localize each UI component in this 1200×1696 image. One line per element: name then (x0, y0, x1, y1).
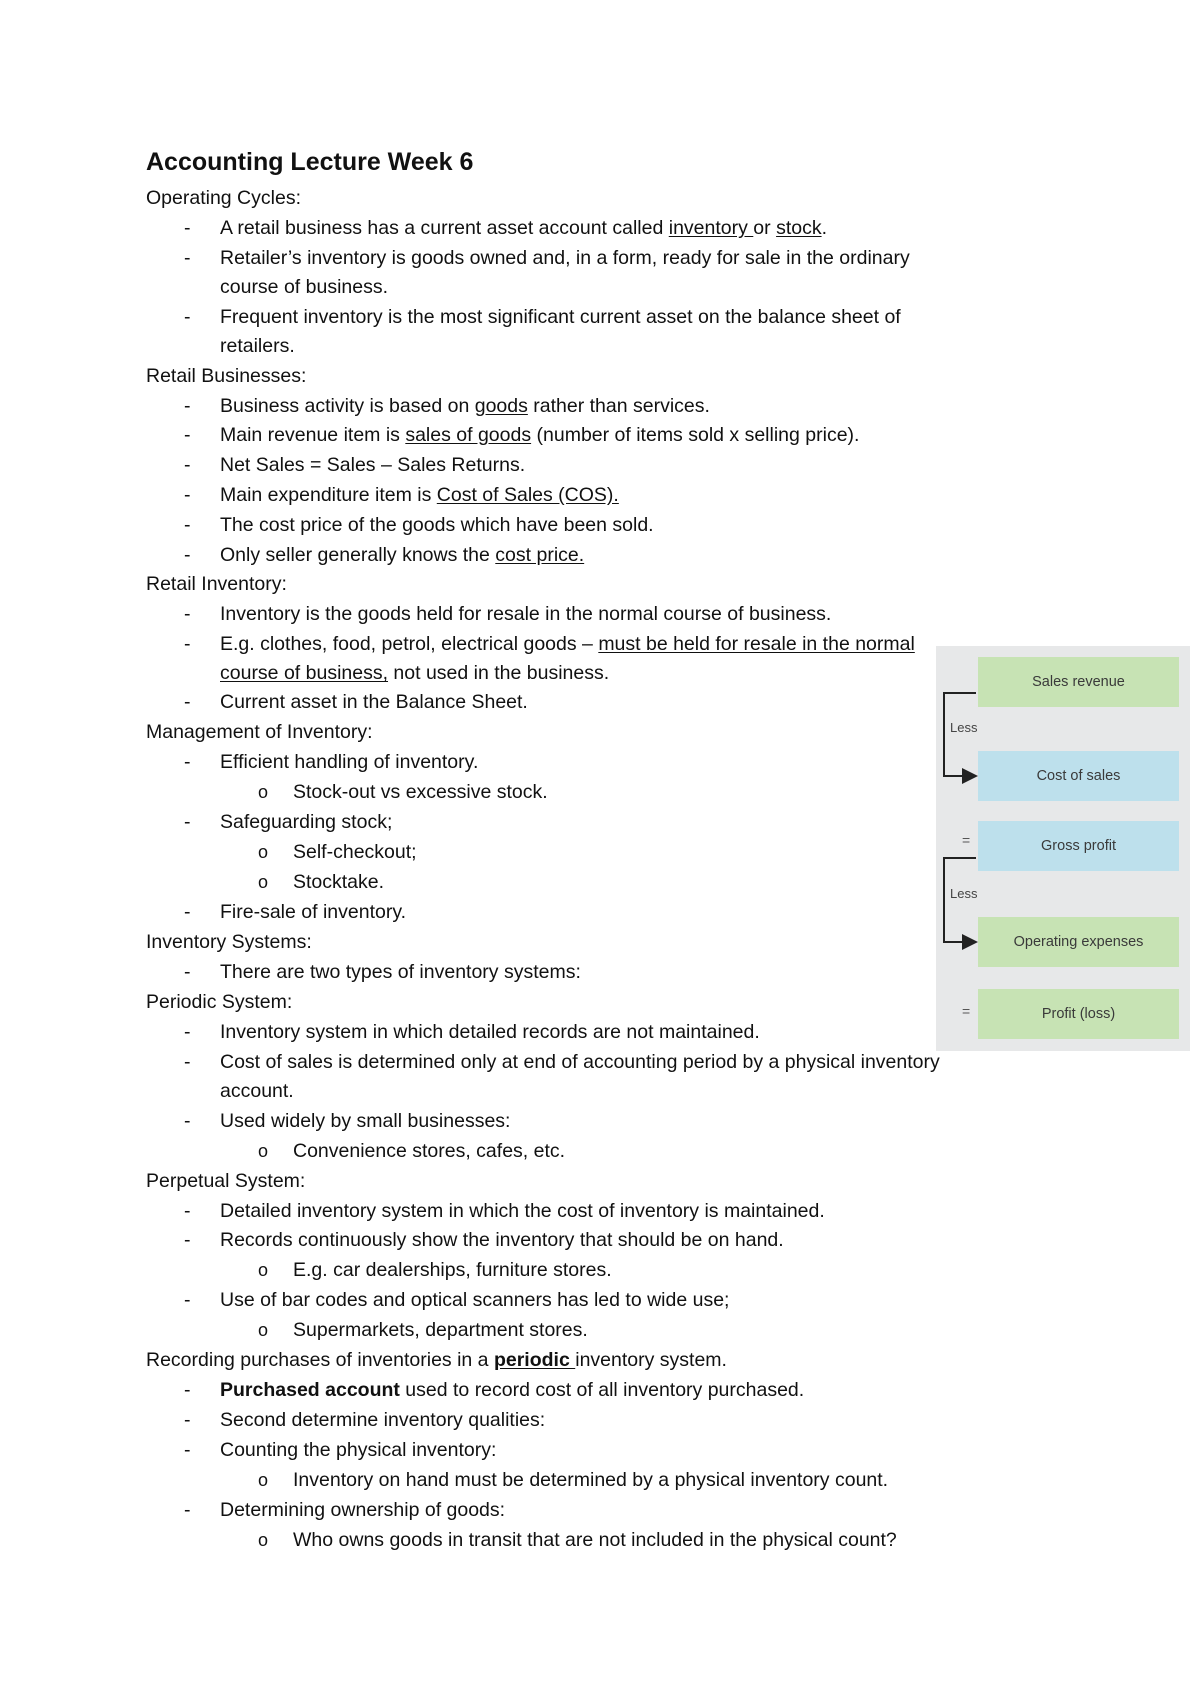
bullet-text: Main revenue item is sales of goods (number of items sold x selling price). (220, 424, 860, 446)
underlined-term: periodic (493, 1349, 576, 1371)
bullet-text: Determining ownership of goods: (220, 1499, 506, 1521)
bullet-text: The cost price of the goods which have been sold. (220, 514, 654, 536)
section-heading-perpetual: Perpetual System: (146, 1170, 306, 1192)
bullet-dash: - (184, 633, 191, 655)
underlined-term: inventory (668, 217, 754, 239)
sub-bullet-text: Convenience stores, cafes, etc. (293, 1140, 566, 1162)
cost-of-sales-box: Cost of sales (978, 751, 1179, 801)
section-heading-operating-cycles: Operating Cycles: (146, 187, 301, 209)
bullet-dash: - (184, 1200, 191, 1222)
sub-bullet-text: Stock-out vs excessive stock. (293, 781, 548, 803)
operating-expenses-box: Operating expenses (978, 917, 1179, 967)
bullet-text: Retailer’s inventory is goods owned and, in a form, ready for sale in the ordinary (220, 247, 910, 269)
bullet-text: There are two types of inventory systems: (220, 961, 581, 983)
sub-bullet-text: Supermarkets, department stores. (293, 1319, 588, 1341)
sub-bullet-marker: o (258, 1260, 269, 1280)
bullet-text: Only seller generally knows the cost price. (220, 544, 585, 566)
bullet-dash: - (184, 603, 191, 625)
equals-sign: = (962, 832, 971, 848)
sub-bullet-marker: o (258, 842, 269, 862)
bullet-dash: - (184, 484, 191, 506)
sub-bullet-text: Stocktake. (293, 871, 385, 893)
underlined-term: stock (776, 217, 822, 239)
underlined-term: cost price. (495, 544, 585, 566)
bullet-dash: - (184, 1439, 191, 1461)
page-title: Accounting Lecture Week 6 (146, 148, 474, 176)
sub-bullet-marker: o (258, 1141, 269, 1161)
bullet-text-continuation: course of business, not used in the business. (220, 662, 610, 684)
bullet-text: Inventory is the goods held for resale in the normal course of business. (220, 603, 832, 625)
bullet-dash: - (184, 544, 191, 566)
bullet-text: Counting the physical inventory: (220, 1439, 497, 1461)
bullet-text-continuation: retailers. (220, 335, 295, 357)
bullet-text: Current asset in the Balance Sheet. (220, 691, 528, 713)
section-heading-retail-inventory: Retail Inventory: (146, 573, 287, 595)
bullet-dash: - (184, 217, 191, 239)
bullet-text: A retail business has a current asset account called inventory or stock. (220, 217, 827, 239)
bullet-text: Main expenditure item is Cost of Sales (COS). (220, 484, 619, 506)
less-label: Less (950, 720, 978, 735)
bullet-dash: - (184, 1289, 191, 1311)
bullet-dash: - (184, 811, 191, 833)
section-heading-periodic: Periodic System: (146, 991, 293, 1013)
bullet-text: Safeguarding stock; (220, 811, 393, 833)
sub-bullet-marker: o (258, 1530, 269, 1550)
less-label: Less (950, 886, 978, 901)
bullet-dash: - (184, 1110, 191, 1132)
underlined-term: Cost of Sales (COS). (436, 484, 619, 506)
bullet-dash: - (184, 1379, 191, 1401)
bold-term: Purchased account (220, 1379, 400, 1401)
gross-profit-box: Gross profit (978, 821, 1179, 871)
bullet-text: Business activity is based on goods rather than services. (220, 395, 710, 417)
bullet-text: E.g. clothes, food, petrol, electrical goods – must be held for resale in the normal (220, 633, 915, 655)
section-heading-inventory-systems: Inventory Systems: (146, 931, 312, 953)
income-statement-diagram (936, 646, 1190, 1051)
bullet-dash: - (184, 1229, 191, 1251)
profit-loss-box: Profit (loss) (978, 989, 1179, 1039)
bullet-dash: - (184, 691, 191, 713)
bullet-dash: - (184, 395, 191, 417)
bullet-dash: - (184, 306, 191, 328)
bullet-text: Frequent inventory is the most significant current asset on the balance sheet of (220, 306, 901, 328)
underlined-term: goods (474, 395, 528, 417)
bullet-dash: - (184, 1409, 191, 1431)
bullet-text: Purchased account used to record cost of all inventory purchased. (220, 1379, 805, 1401)
bullet-text-continuation: account. (220, 1080, 294, 1102)
section-heading-management: Management of Inventory: (146, 721, 373, 743)
bullet-text: Efficient handling of inventory. (220, 751, 479, 773)
bullet-dash: - (184, 454, 191, 476)
bullet-text-continuation: course of business. (220, 276, 389, 298)
bullet-text: Used widely by small businesses: (220, 1110, 511, 1132)
bullet-dash: - (184, 1051, 191, 1073)
bullet-dash: - (184, 247, 191, 269)
bullet-text: Inventory system in which detailed records are not maintained. (220, 1021, 760, 1043)
bullet-dash: - (184, 961, 191, 983)
sub-bullet-marker: o (258, 1320, 269, 1340)
underlined-term: must be held for resale in the normal (598, 633, 915, 655)
sub-bullet-marker: o (258, 782, 269, 802)
bullet-dash: - (184, 1021, 191, 1043)
sales-revenue-box: Sales revenue (978, 657, 1179, 707)
bullet-dash: - (184, 1499, 191, 1521)
sub-bullet-text: Who owns goods in transit that are not included in the physical count? (293, 1529, 897, 1551)
underlined-term: course of business, (220, 662, 389, 684)
section-heading-recording: Recording purchases of inventories in a periodic inventory system. (146, 1349, 727, 1371)
bullet-text: Net Sales = Sales – Sales Returns. (220, 454, 526, 476)
equals-sign: = (962, 1003, 971, 1019)
sub-bullet-text: E.g. car dealerships, furniture stores. (293, 1259, 612, 1281)
bullet-dash: - (184, 751, 191, 773)
sub-bullet-text: Inventory on hand must be determined by a physical inventory count. (293, 1469, 889, 1491)
section-heading-retail-businesses: Retail Businesses: (146, 365, 307, 387)
sub-bullet-marker: o (258, 1470, 269, 1490)
sub-bullet-marker: o (258, 872, 269, 892)
bullet-text: Cost of sales is determined only at end of accounting period by a physical inventory (220, 1051, 940, 1073)
bullet-text: Fire-sale of inventory. (220, 901, 407, 923)
bullet-text: Detailed inventory system in which the cost of inventory is maintained. (220, 1200, 825, 1222)
bullet-dash: - (184, 424, 191, 446)
bullet-text: Use of bar codes and optical scanners has led to wide use; (220, 1289, 730, 1311)
bullet-text: Second determine inventory qualities: (220, 1409, 546, 1431)
sub-bullet-text: Self-checkout; (293, 841, 417, 863)
underlined-term: sales of goods (405, 424, 532, 446)
bullet-dash: - (184, 514, 191, 536)
bullet-dash: - (184, 901, 191, 923)
bullet-text: Records continuously show the inventory that should be on hand. (220, 1229, 784, 1251)
